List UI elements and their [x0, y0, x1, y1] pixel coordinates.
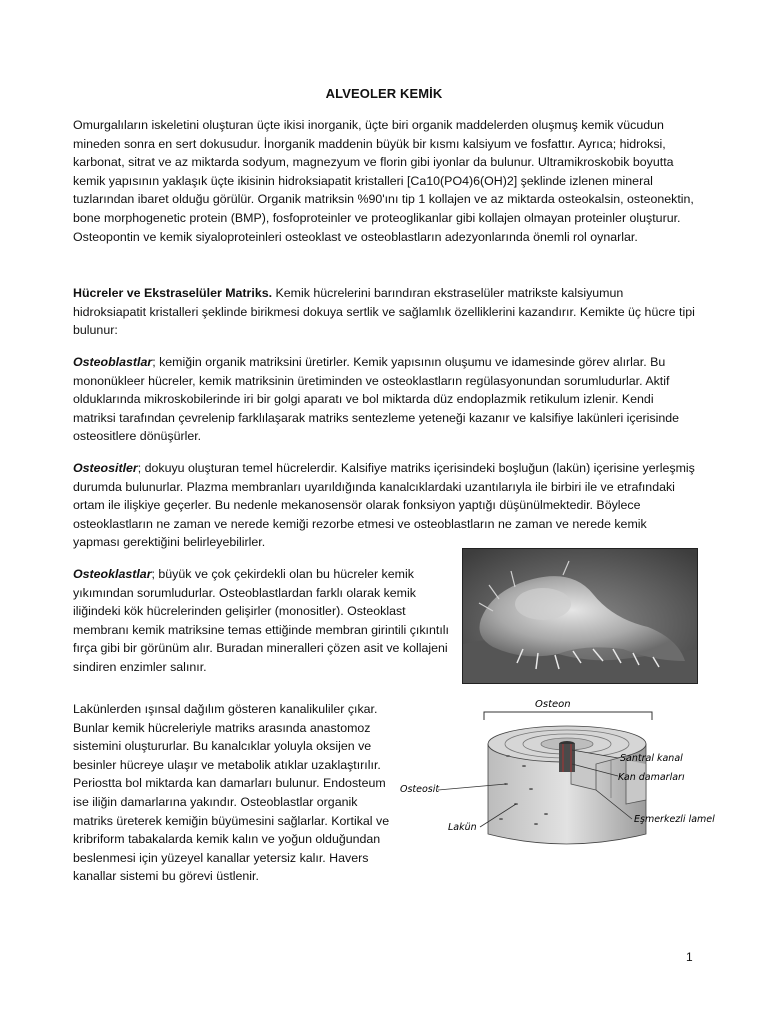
osteon-bracket: [484, 712, 652, 720]
osteoblast-text: ; kemiğin organik matriksini üretirler. Kemik yapısının oluşumu ve idamesinde görev alırlar. Bu mononükleer hücreler, kemik matriksinin üretiminden ve osteoklastların regülasyonundan sorumludurlar. Aktif olduklarında mikroskobilerinde iri bir golgi aparatı ve bol miktarda düz endoplazmik retikulum izlenir. Kendi matriksi tarafından çevrelenip farklılaşarak matriks sentezleme yeteneği kazanır ve kalsifiye lakünleri içerisinde osteositlere dönüşürler.: [73, 355, 680, 444]
canaliculi-paragraph: Lakünlerden ışınsal dağılım gösteren kanalikuliler çıkar. Bunlar kemik hücreleriyle matriks arasında anastomoz sistemini oluştururlar. Bu kanalcıklar yoluyla oksijen ve besinler hücreye ulaşır ve metabolik atıklar uzaklaştırılır. Periostta bol miktarda kan damarları bulunur. Endosteum ise iliğin damarlarına yakındır. Osteoblastlar organik matriks üreterek kemiğin büyümesini sağlarlar. Kortikal ve kribriform tabakalarda kemik kalın ve yoğun olduğundan beslenmesi için yüzeyel kanallar yetersiz kalır. Havers kanallar sistemi bu görevi üstlenir.: [73, 702, 390, 884]
osteon-diagram: [396, 694, 726, 859]
osteoclast-micrograph: [462, 548, 698, 684]
label-lakun: Lakün: [448, 822, 477, 833]
label-kan-damarlari: Kan damarları: [618, 772, 685, 783]
osteoclast-term: Osteoklastlar: [73, 567, 152, 581]
osteocyte-term: Osteositler: [73, 461, 138, 475]
section-text: Kemik hücrelerini barındıran ekstraselüler matrikste kalsiyumun hidroksiapatit kristalleri şeklinde birikmesi dokuya sertlik ve sağlamlık özelliklerini kazandırır. Kemikte üç hücre tipi bulunur:: [73, 286, 695, 338]
page-title: ALVEOLER KEMİK: [325, 86, 443, 101]
osteoblast-paragraph: [73, 353, 695, 446]
osteon-svg: [396, 694, 726, 859]
osteoblast-term: Osteoblastlar: [73, 355, 153, 369]
intro-paragraph: Omurgalıların iskeletini oluşturan üçte ikisi inorganik, üçte biri organik maddelerden oluşmuş kemik vücudun mineden sonra en sert dokusudur. İnorganik maddenin büyük bir kısmı kalsiyum ve fosfattır. Ayrıca; hidroksi, karbonat, sitrat ve az miktarda sodyum, magnezyum ve florin gibi iyonlar da bulunur. Ultramikroskobik boyutta kemik yapısının yaklaşık üçte ikisinin hidroksiapatit kristalleri [Ca10(PO4)6(OH)2] şeklinde izlenen mineral tuzlarından ibaret olduğu görülür. Organik matriksin %90'ını tip 1 kollajen ve az miktarda osteokalsin, osteonektin, bone morphogenetic protein (BMP), fosfoproteinler ve proteoglikanlar gibi kollajen olmayan proteinler oluşturur. Osteopontin ve kemik siyaloproteinleri osteoklast ve osteoblastların adezyonlarında önemli rol oynarlar.: [73, 118, 694, 244]
osteocyte-text: ; dokuyu oluşturan temel hücrelerdir. Kalsifiye matriks içerisindeki boşluğun (lakün) içerisine yerleşmiş durumda bulunurlar. Plazma membranları uyarıldığında kanalcıklardaki uzantılarıyla ile birbiri ile ve etrafındaki ortam ile ilişkiye geçerler. Bu nedenle mekanosensör olarak fonksiyon yaptığı düşünülmektedir. Böylece osteoklastların ne zaman ve nerede kemiği rezorbe etmesi ve osteoblastların ne zaman ve nerede kemik yapması gerektiğini belirleyebilirler.: [73, 461, 695, 550]
label-esmerkezli-lamel: Eşmerkezli lamel: [634, 814, 715, 825]
osteoclast-text: ; büyük ve çok çekirdekli olan bu hücreler kemik yıkımından sorumludurlar. Osteoblastlardan farklı olarak kemik iliğindeki kök hücrelerinden gelişirler (monositler). Osteoklast membranı kemik matriksine temas ettiğinde membran girintili çıkıntılı fırça gibi bir görünüm alır. Buradan mineralleri çözen asit ve kollajeni sindiren enzimler salınır.: [73, 567, 449, 674]
label-osteon: Osteon: [535, 699, 571, 710]
page-number: 1: [686, 950, 693, 964]
cells-matrix-paragraph: [73, 284, 695, 340]
label-santral-kanal: Santral kanal: [620, 753, 683, 764]
section-heading: Hücreler ve Ekstraselüler Matriks.: [73, 286, 273, 300]
osteocyte-paragraph: [73, 459, 695, 552]
osteoclast-paragraph: [73, 565, 453, 677]
micrograph-image: [463, 549, 698, 684]
label-osteosit: Osteosit: [400, 784, 440, 795]
